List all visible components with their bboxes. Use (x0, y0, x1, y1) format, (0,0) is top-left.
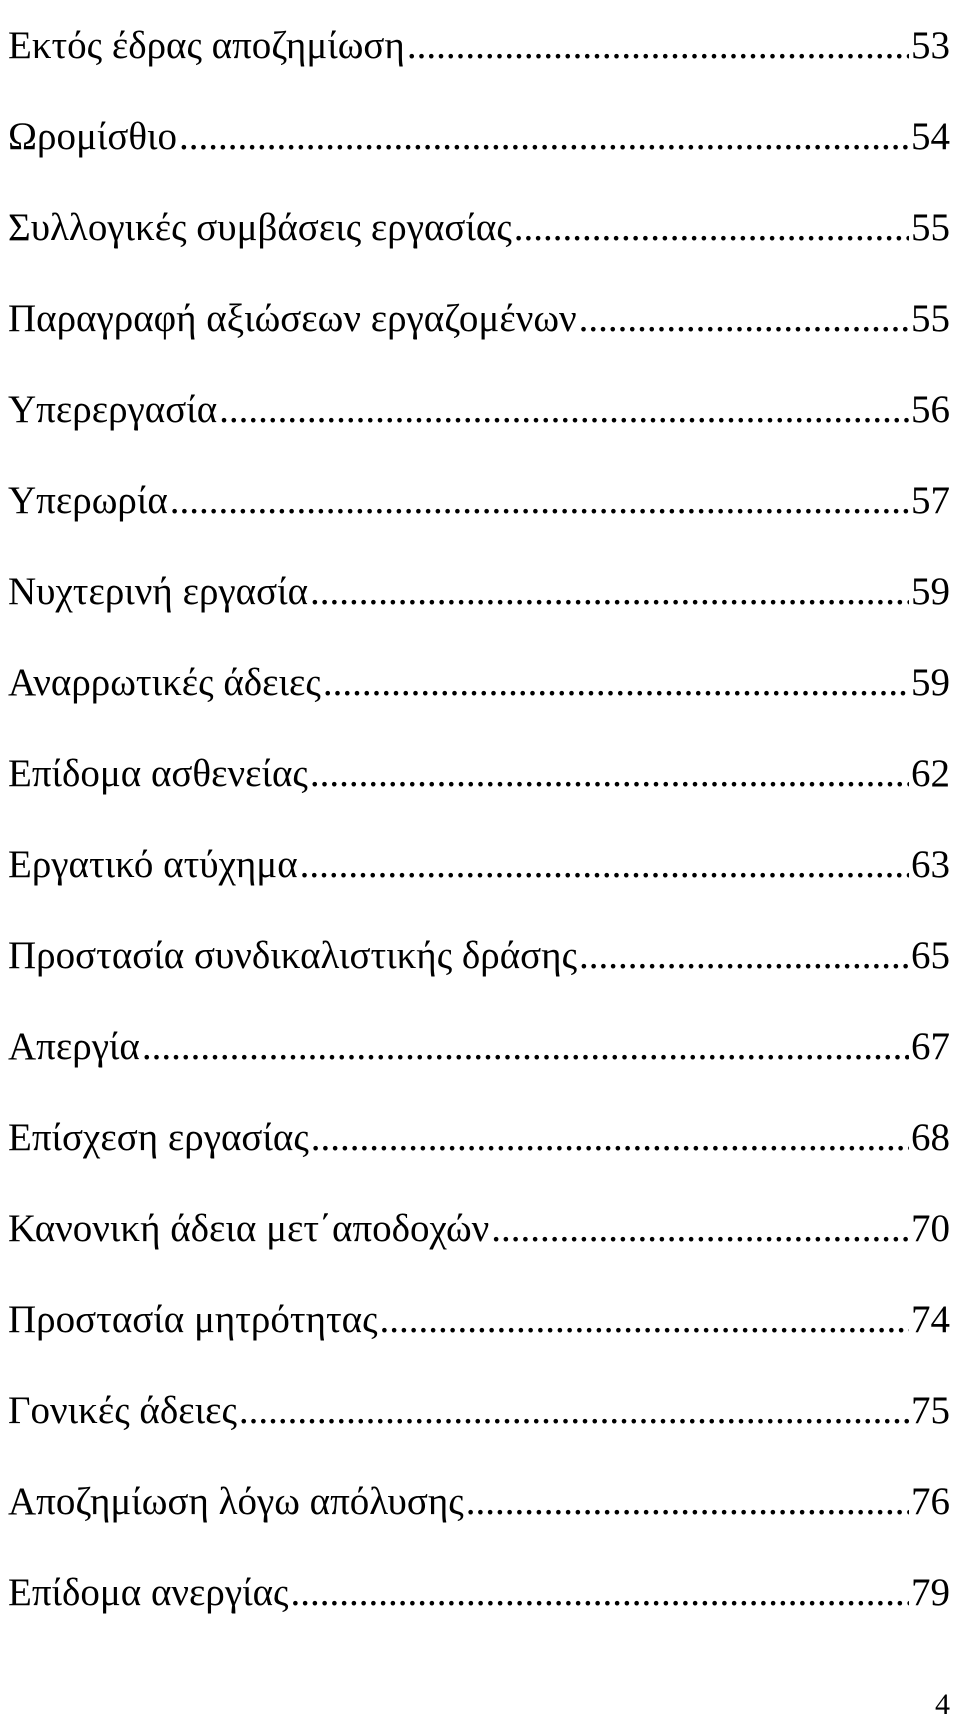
toc-entry (8, 1547, 950, 1638)
toc-entry-title: Υπερωρία (8, 479, 168, 522)
toc-dot-leader (310, 754, 909, 793)
toc-dot-leader (170, 481, 909, 520)
toc-entry-title: Κανονική άδεια μετ΄αποδοχών (8, 1207, 490, 1250)
toc-entry-page: 59 (911, 570, 950, 613)
toc-entry-title: Εκτός έδρας αποζημίωση (8, 24, 405, 67)
toc-entry (8, 1274, 950, 1365)
toc-entry-page: 79 (911, 1571, 950, 1614)
toc-entry (8, 1365, 950, 1456)
toc-entry (8, 1001, 950, 1092)
toc-dot-leader (239, 1391, 909, 1430)
toc-entry (8, 91, 950, 182)
toc-dot-leader (142, 1027, 909, 1066)
toc-entry-title: Επίδομα ανεργίας (8, 1571, 289, 1614)
toc-entry-page: 56 (911, 388, 950, 431)
toc-entry-title: Απεργία (8, 1025, 140, 1068)
toc-entry-title: Αναρρωτικές άδειες (8, 661, 321, 704)
toc-dot-leader (311, 1118, 909, 1157)
toc-entry-title: Προστασία συνδικαλιστικής δράσης (8, 934, 578, 977)
toc-entry-page: 55 (911, 206, 950, 249)
toc-entry (8, 546, 950, 637)
toc-entry-title: Αποζημίωση λόγω απόλυσης (8, 1480, 464, 1523)
toc-entry (8, 910, 950, 1001)
toc-entry-title: Γονικές άδειες (8, 1389, 237, 1432)
toc-entry-title: Προστασία μητρότητας (8, 1298, 378, 1341)
page-number: 4 (935, 1688, 950, 1721)
toc-entry-page: 65 (911, 934, 950, 977)
toc-entry-title: Παραγραφή αξιώσεων εργαζομένων (8, 297, 577, 340)
toc-entry-page: 62 (911, 752, 950, 795)
toc-dot-leader (179, 117, 909, 156)
toc-entry (8, 1092, 950, 1183)
toc-entry-title: Επίσχεση εργασίας (8, 1116, 309, 1159)
toc-dot-leader (514, 208, 909, 247)
toc-entry-title: Συλλογικές συμβάσεις εργασίας (8, 206, 512, 249)
toc-entry (8, 364, 950, 455)
toc-entry (8, 819, 950, 910)
toc-entry-page: 75 (911, 1389, 950, 1432)
toc-entry (8, 1456, 950, 1547)
toc-entry (8, 273, 950, 364)
toc-entry-page: 76 (911, 1480, 950, 1523)
toc-entry-page: 55 (911, 297, 950, 340)
toc-dot-leader (579, 299, 909, 338)
toc-dot-leader (407, 26, 909, 65)
toc-dot-leader (380, 1300, 909, 1339)
toc-entry (8, 0, 950, 91)
toc-dot-leader (300, 845, 909, 884)
toc-entry-page: 57 (911, 479, 950, 522)
toc-entry-page: 63 (911, 843, 950, 886)
toc-dot-leader (219, 390, 909, 429)
toc-entry-page: 68 (911, 1116, 950, 1159)
toc-entry (8, 1183, 950, 1274)
table-of-contents (8, 0, 950, 1638)
toc-dot-leader (323, 663, 909, 702)
toc-entry-title: Υπερεργασία (8, 388, 218, 431)
toc-entry-page: 59 (911, 661, 950, 704)
toc-entry-page: 54 (911, 115, 950, 158)
toc-dot-leader (466, 1482, 909, 1521)
toc-entry-page: 70 (911, 1207, 950, 1250)
toc-entry-page: 53 (911, 24, 950, 67)
toc-entry-title: Επίδομα ασθενείας (8, 752, 308, 795)
toc-dot-leader (290, 1573, 909, 1612)
toc-entry (8, 182, 950, 273)
toc-entry-page: 74 (911, 1298, 950, 1341)
toc-entry (8, 728, 950, 819)
toc-entry-title: Νυχτερινή εργασία (8, 570, 309, 613)
toc-dot-leader (579, 936, 909, 975)
toc-entry-title: Ωρομίσθιο (8, 115, 178, 158)
toc-entry-title: Εργατικό ατύχημα (8, 843, 298, 886)
toc-entry (8, 455, 950, 546)
toc-entry (8, 637, 950, 728)
toc-dot-leader (491, 1209, 909, 1248)
toc-entry-page: 67 (911, 1025, 950, 1068)
toc-dot-leader (310, 572, 909, 611)
